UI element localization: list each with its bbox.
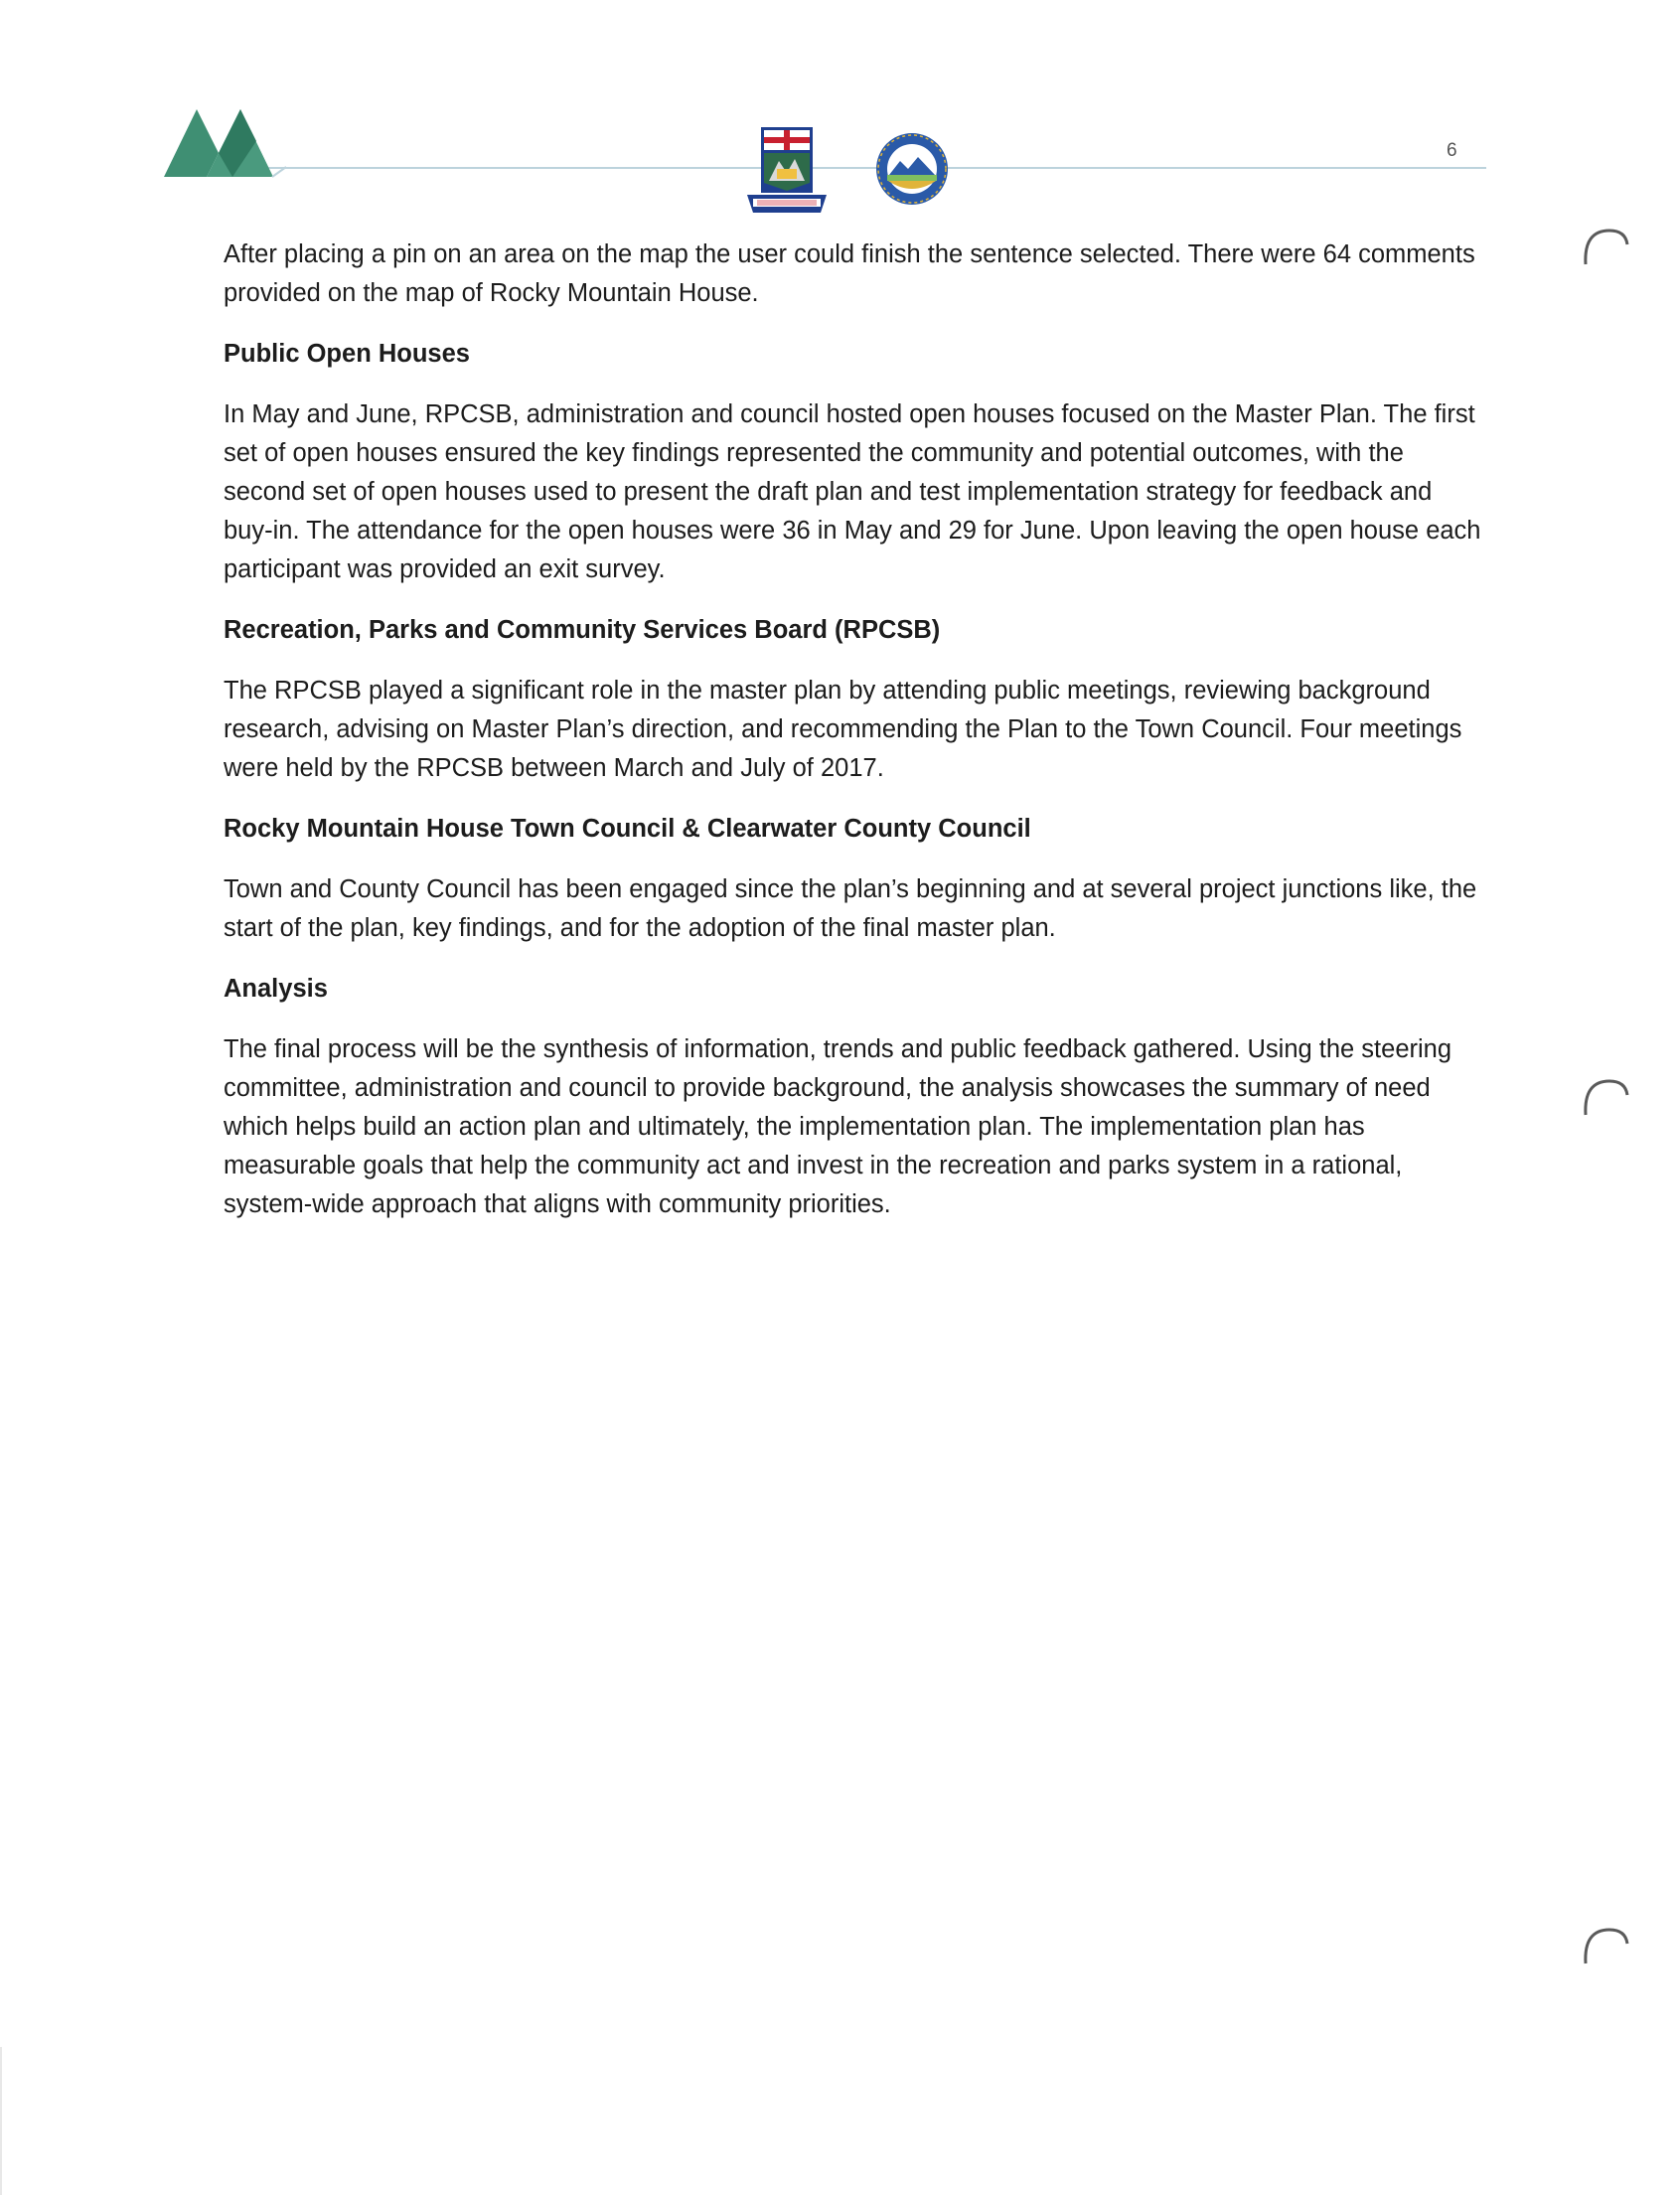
section-heading-public-open-houses: Public Open Houses (224, 340, 470, 368)
clearwater-county-seal-icon (874, 131, 950, 207)
section-text-analysis: The final process will be the synthesis of information, trends and public feedback gathered. Using the steering committee, administration and council to provide background, the analysis showcases the summary of need which helps build an action plan and ultimately, the implementation plan. The implementation plan has measurable goals that help the community act and invest in the recreation and parks system in a rational, system-wide approach that aligns with community priorities. (224, 1035, 1452, 1218)
section-heading-councils: Rocky Mountain House Town Council & Clearwater County Council (224, 815, 1031, 843)
section-heading-analysis: Analysis (224, 975, 328, 1003)
section-text-rpcsb: The RPCSB played a significant role in the master plan by attending public meetings, reviewing background research, advising on Master Plan’s direction, and recommending the Plan to the Town Council. Four meetings were held by the RPCSB between March and July of 2017. (224, 677, 1462, 782)
green-m-logo-icon (159, 101, 288, 181)
page-header (0, 0, 1680, 229)
binder-hole-icon (1580, 1924, 1631, 1967)
section-text-public-open-houses: In May and June, RPCSB, administration and council hosted open houses focused on the Master Plan. The first set of open houses ensured the key findings represented the community and potential outcomes, with the second set of open houses used to present the draft plan and test implementation strategy for feedback and buy-in. The attendance for the open houses were 36 in May and 29 for June. Upon leaving the open house each participant was provided an exit survey. (224, 400, 1481, 583)
binder-hole-icon (1580, 1075, 1631, 1119)
intro-paragraph: After placing a pin on an area on the map the user could finish the sentence selected. There were 64 comments provided on the map of Rocky Mountain House. (224, 240, 1475, 307)
page-number: 6 (1447, 140, 1457, 161)
binder-hole-icon (1580, 225, 1631, 268)
rocky-mountain-house-crest-icon (745, 123, 829, 219)
document-body (224, 235, 1485, 1246)
section-text-councils: Town and County Council has been engaged since the plan’s beginning and at several project junctions like, the start of the plan, key findings, and for the adoption of the final master plan. (224, 875, 1477, 942)
scan-edge-mark (0, 2047, 2, 2195)
section-heading-rpcsb: Recreation, Parks and Community Services Board (RPCSB) (224, 616, 941, 644)
